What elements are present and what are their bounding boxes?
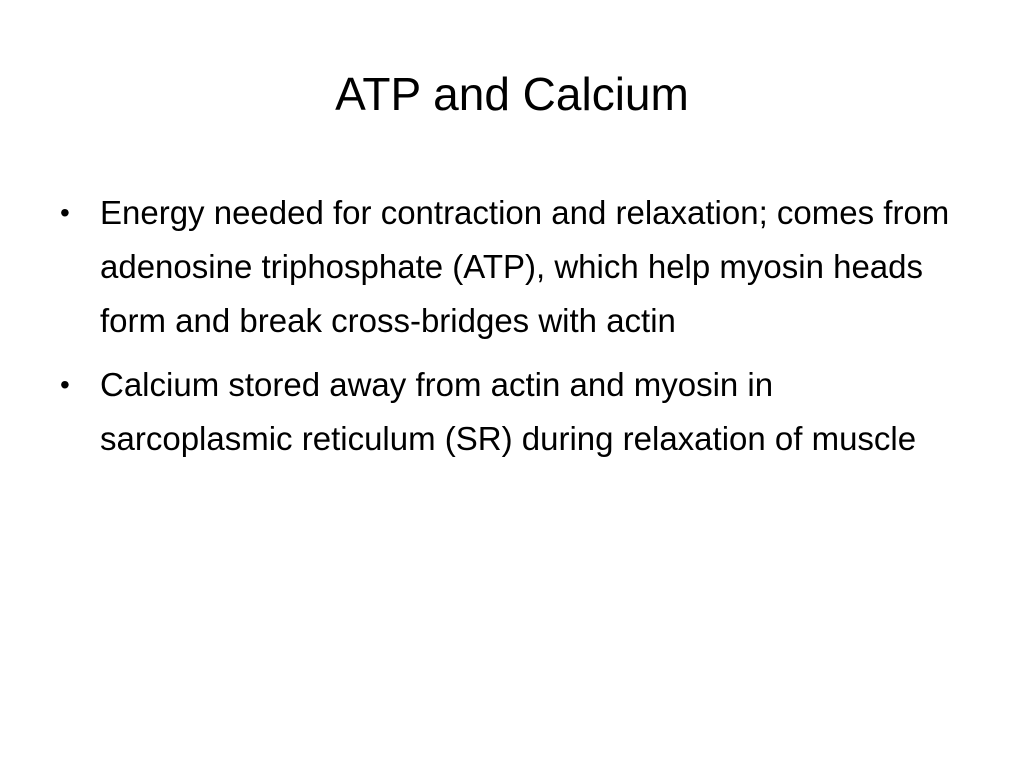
slide-title: ATP and Calcium <box>335 68 689 120</box>
bullet-marker: • <box>60 197 70 228</box>
bullet-text-calcium: Calcium stored away from actin and myosin in sarcoplasmic reticulum (SR) during relaxation of muscle <box>100 366 917 457</box>
bullet-item-energy <box>58 186 968 348</box>
bullet-item-calcium <box>58 358 968 466</box>
bullet-marker: • <box>60 369 70 400</box>
bullet-text-energy: Energy needed for contraction and relaxation; comes from adenosine triphosphate (ATP), which help myosin heads form and break cross-bridges with actin <box>100 194 950 339</box>
bullet-list <box>58 186 968 476</box>
